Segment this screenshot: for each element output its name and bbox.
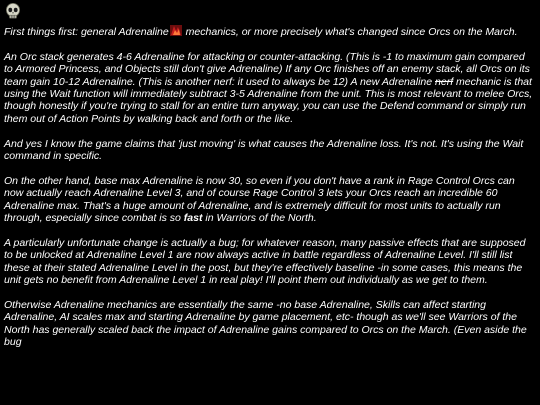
paragraph-adrenaline-intro xyxy=(4,25,536,38)
max-adrenaline-text-start: On the other hand, base max Adrenaline is now 30, so even if you don't have a rank in Rage Control Orcs can now actually reach Adrenaline Level 3, and of course Rage Control 3 lets your Orcs reach an incredible 60 Adrenaline max. That's a huge amount of Adrenaline, and is extremely difficult for most units to actually run through, especially since combat is so xyxy=(4,174,515,225)
paragraph-max-adrenaline xyxy=(4,175,536,225)
paragraph-other-mechanics: Otherwise Adrenaline mechanics are essentially the same -no base Adrenaline, Skills can affect starting Adrenaline, AI scales max and starting Adrenaline by game placement, etc- though as we'll see Warriors of the North has generally scaled back the impact of Adrenaline gains compared to Orcs on the March. (Even aside the bug xyxy=(4,298,527,349)
paragraph-orc-stack xyxy=(4,51,536,125)
orc-stack-text-start: An Orc stack generates 4-6 Adrenaline for attacking or counter-attacking. (This is -1 to maximum gain compared to Armored Princess, and Objects still don't give Adrenaline) If any Orc finishes off an enemy stack, all Orcs on its team gain 10-12 Adrenaline. (This is another nerf: it used to always be 12) A new Adrenaline xyxy=(4,50,530,88)
intro-text-start: First things first: general Adrenaline xyxy=(4,26,169,38)
post-body xyxy=(4,25,536,348)
orc-stack-text-end: mechanic is that using the Wait function will immediately subtract 3-5 Adrenaline from the unit. This is most relevant to melee Orcs, though honestly if you're trying to stall for an entire turn anyway, you can use the Defend command or simply run them out of Action Points by walking back and forth or the like. xyxy=(4,75,533,125)
struck-word: nerf xyxy=(435,75,454,88)
paragraph-bug: A particularly unfortunate change is actually a bug; for whatever reason, many passive effects that are supposed to be unlocked at Adrenaline Level 1 are now always active in battle regardless of Adrenaline Level. I'll still list these at their stated Adrenaline Level in the post, but they're effectively baseline -in some cases, this means the unit gets no benefit from Adrenaline Level 1 in real play! I'll point them out individually as we get to them. xyxy=(4,236,526,287)
forum-post xyxy=(4,2,536,361)
bold-word: fast xyxy=(183,212,203,225)
intro-text-end: mechanics, or more precisely what's changed since Orcs on the March. xyxy=(182,26,518,38)
max-adrenaline-text-end: in Warriors of the North. xyxy=(202,212,317,225)
paragraph-wait-command: And yes I know the game claims that 'just moving' is what causes the Adrenaline loss. It's not. It's using the Wait command in specific. xyxy=(4,137,524,163)
skull-avatar-icon xyxy=(5,2,21,20)
adrenaline-icon xyxy=(170,25,182,36)
